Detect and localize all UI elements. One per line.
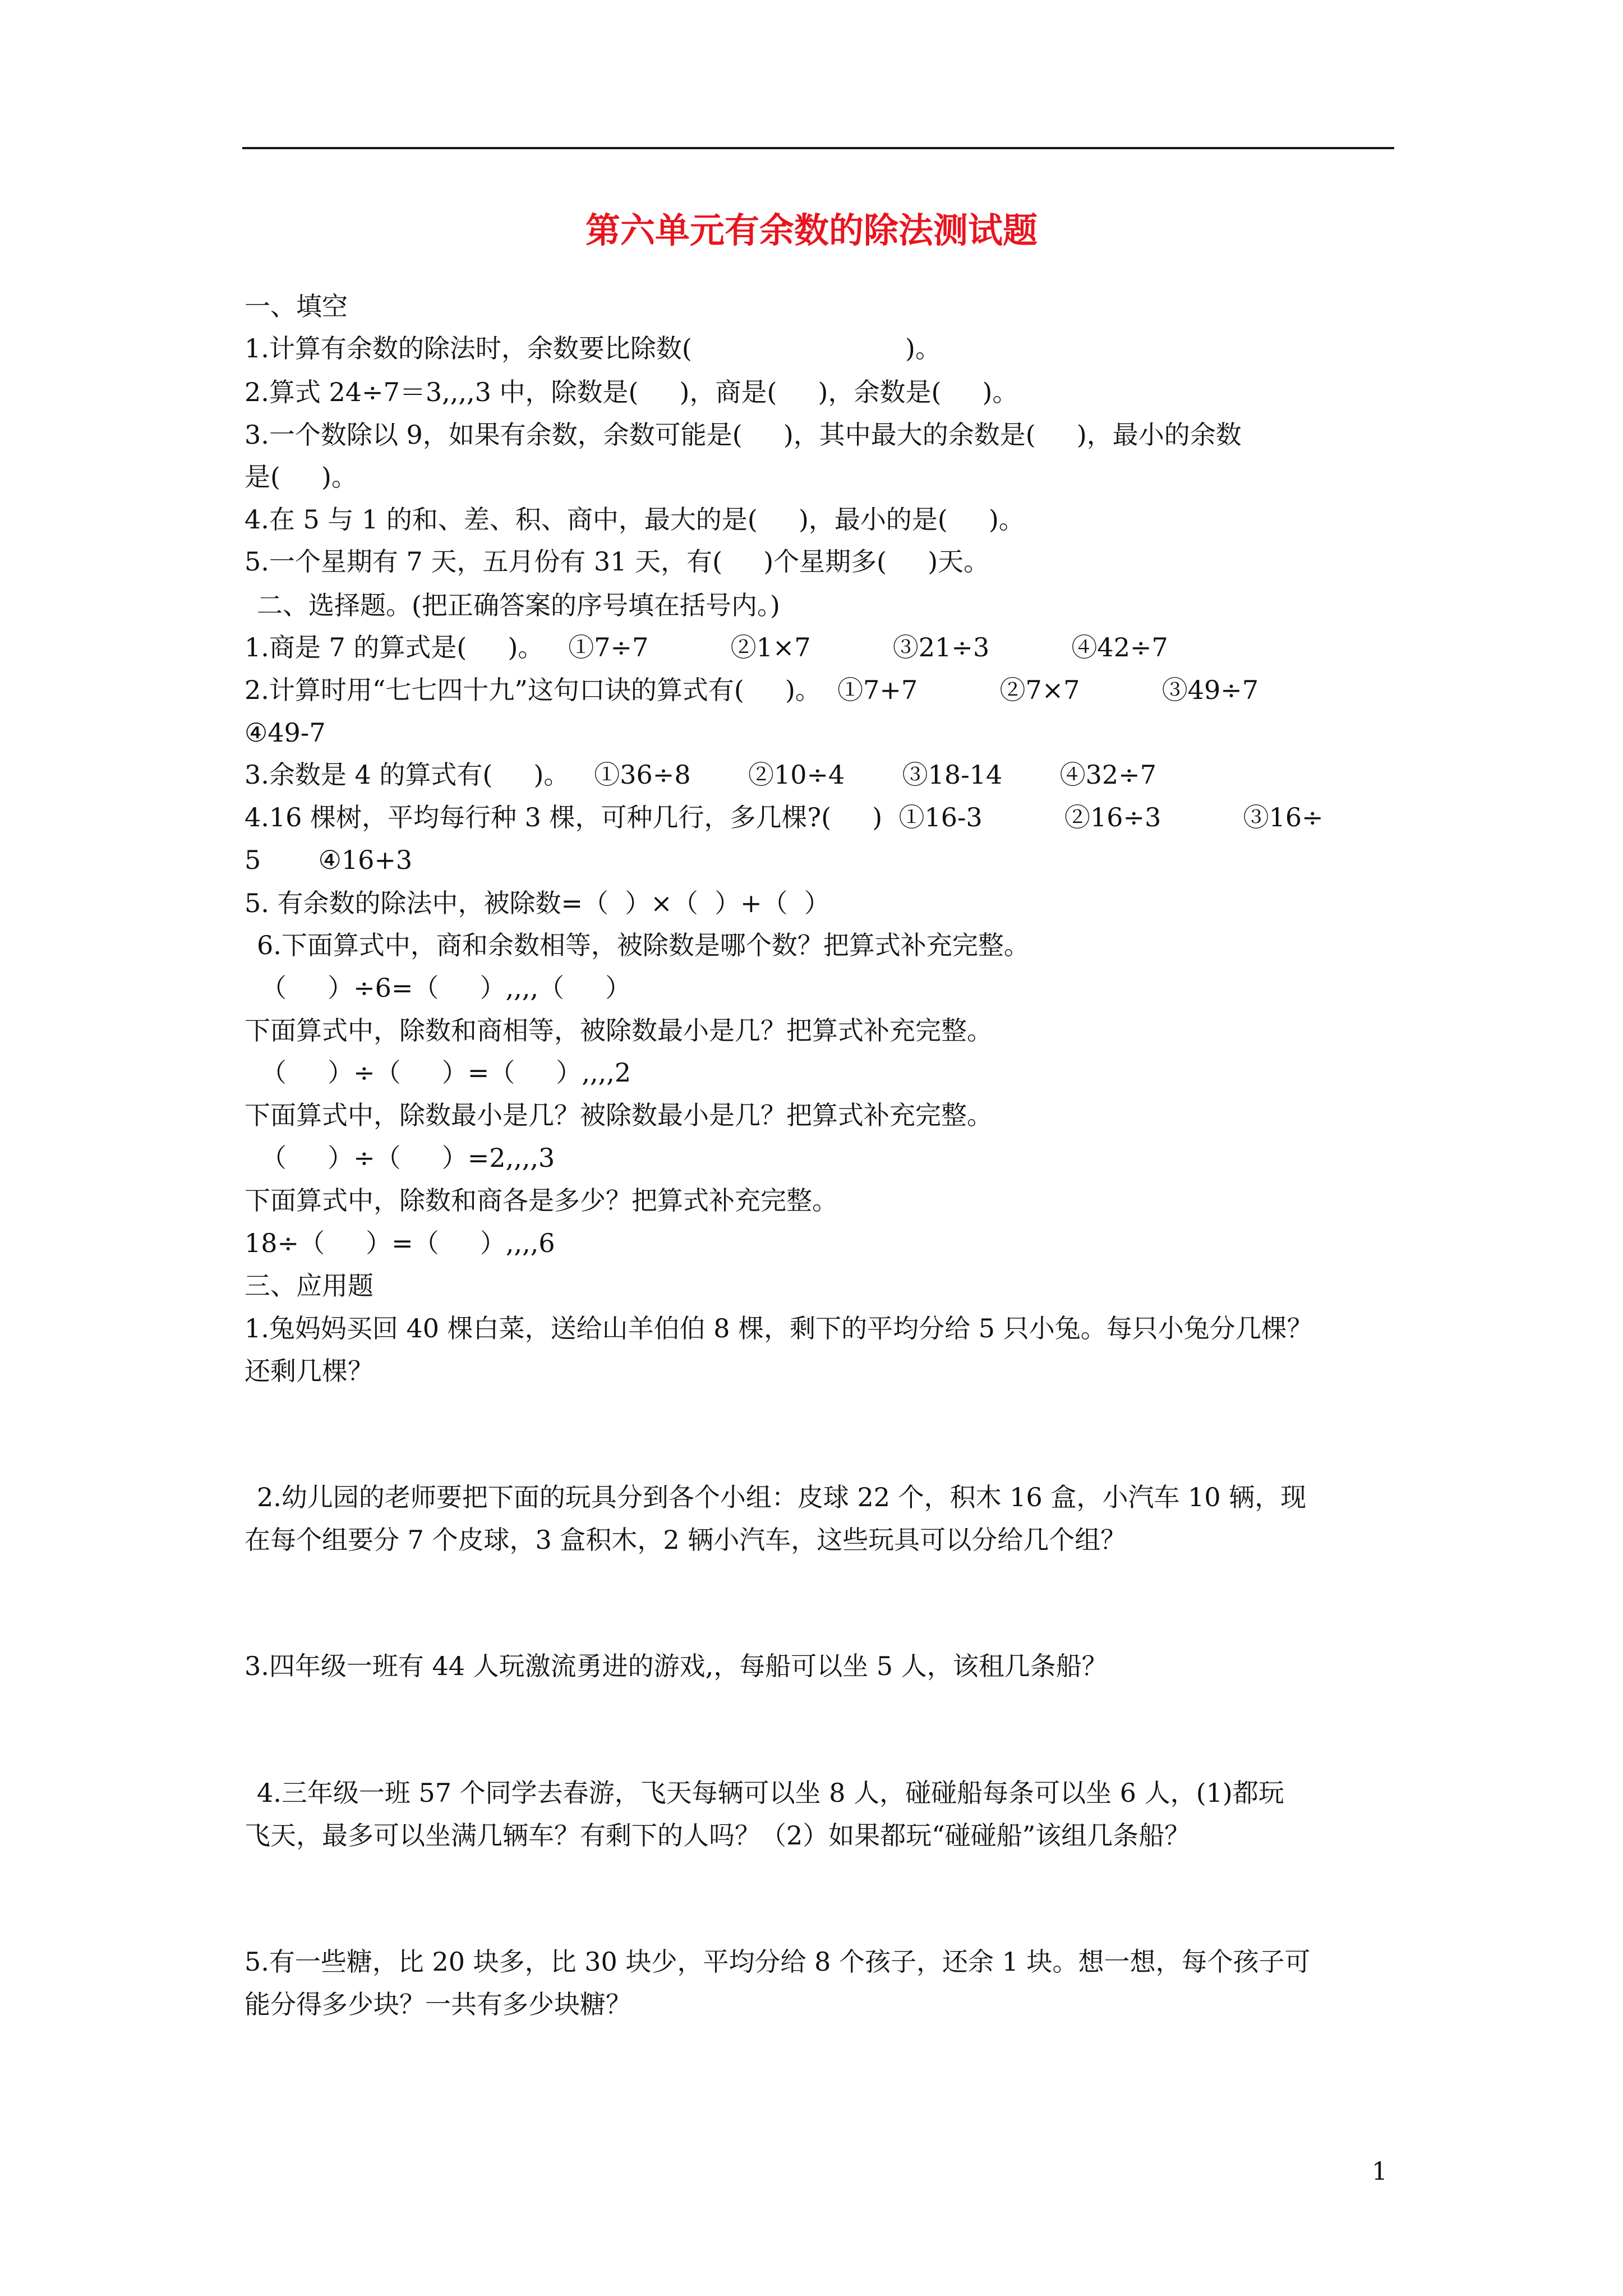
question-line: 下面算式中，除数最小是几？被除数最小是几？把算式补充完整。 (245, 1100, 993, 1130)
section-heading-fill: 一、填空 (245, 291, 348, 321)
question-line: 2.算式 24÷7＝3,,,,3 中，除数是( )，商是( )，余数是( )。 (245, 377, 1018, 407)
question-line: 是( )。 (245, 462, 358, 492)
question-line: 3.四年级一班有 44 人玩激流勇进的游戏,，每船可以坐 5 人，该租几条船？ (245, 1651, 1108, 1681)
question-line: 飞天，最多可以坐满几辆车？有剩下的人吗？（2）如果都玩“碰碰船”该组几条船？ (245, 1820, 1191, 1851)
equation-blank: （ ）÷（ ）=（ ）,,,,2 (261, 1057, 631, 1088)
header-rule (242, 147, 1394, 149)
question-line: 下面算式中，除数和商各是多少？把算式补充完整。 (245, 1185, 838, 1216)
question-line: 3.余数是 4 的算式有( )。 ①36÷8 ②10÷4 ③18-14 ④32÷7 (245, 760, 1156, 790)
section-heading-application: 三、应用题 (245, 1271, 374, 1301)
question-line: 4.16 棵树，平均每行种 3 棵，可种几行，多几棵?( ) ①16-3 ②16÷3 ③16÷ (245, 802, 1324, 832)
question-line: 2.幼儿园的老师要把下面的玩具分到各个小组：皮球 22 个，积木 16 盒，小汽车 10 辆，现 (257, 1482, 1307, 1512)
equation-blank: 18÷（ ）=（ ）,,,,6 (245, 1228, 555, 1258)
question-line: ④49-7 (245, 717, 326, 748)
question-line: 1.商是 7 的算式是( )。 ①7÷7 ②1×7 ③21÷3 ④42÷7 (245, 632, 1168, 662)
question-line: 6.下面算式中，商和余数相等，被除数是哪个数？把算式补充完整。 (257, 930, 1030, 960)
question-line: 5.一个星期有 7 天，五月份有 31 天，有( )个星期多( )天。 (245, 546, 990, 577)
question-line: 5 ④16+3 (245, 845, 413, 875)
question-line: 在每个组要分 7 个皮球，3 盒积木，2 辆小汽车，这些玩具可以分给几个组？ (245, 1525, 1127, 1555)
equation-blank: （ ）÷6=（ ）,,,,（ ） (261, 973, 631, 1003)
question-line: 2.计算时用“七七四十九”这句口诀的算式有( )。 ①7+7 ②7×7 ③49÷7 (245, 675, 1259, 705)
question-line: 3.一个数除以 9，如果有余数，余数可能是( )，其中最大的余数是( )，最小的余数 (245, 420, 1242, 450)
question-line: 能分得多少块？一共有多少块糖？ (245, 1989, 631, 2019)
question-line: 5. 有余数的除法中，被除数=（ ）×（ ）+（ ） (245, 888, 830, 918)
question-line: 下面算式中，除数和商相等，被除数最小是几？把算式补充完整。 (245, 1015, 993, 1046)
question-line: 4.三年级一班 57 个同学去春游，飞天每辆可以坐 8 人，碰碰船每条可以坐 6 人，(1)都玩 (257, 1778, 1284, 1808)
equation-blank: （ ）÷（ ）=2,,,,3 (261, 1143, 555, 1173)
question-line: 4.在 5 与 1 的和、差、积、商中，最大的是( )，最小的是( )。 (245, 504, 1025, 535)
question-line: 5.有一些糖，比 20 块多，比 30 块少，平均分给 8 个孩子，还余 1 块。想一想，每个孩子可 (245, 1947, 1311, 1977)
section-heading-choice: 二、选择题。(把正确答案的序号填在括号内。) (257, 590, 780, 620)
question-line: 1.计算有余数的除法时，余数要比除数( )。 (245, 333, 941, 364)
page-number: 1 (1372, 2157, 1387, 2186)
page-title: 第六单元有余数的除法测试题 (585, 210, 1038, 251)
question-line: 1.兔妈妈买回 40 棵白菜，送给山羊伯伯 8 棵，剩下的平均分给 5 只小兔。每只小兔分几棵？ (245, 1313, 1313, 1343)
question-line: 还剩几棵？ (245, 1356, 374, 1386)
